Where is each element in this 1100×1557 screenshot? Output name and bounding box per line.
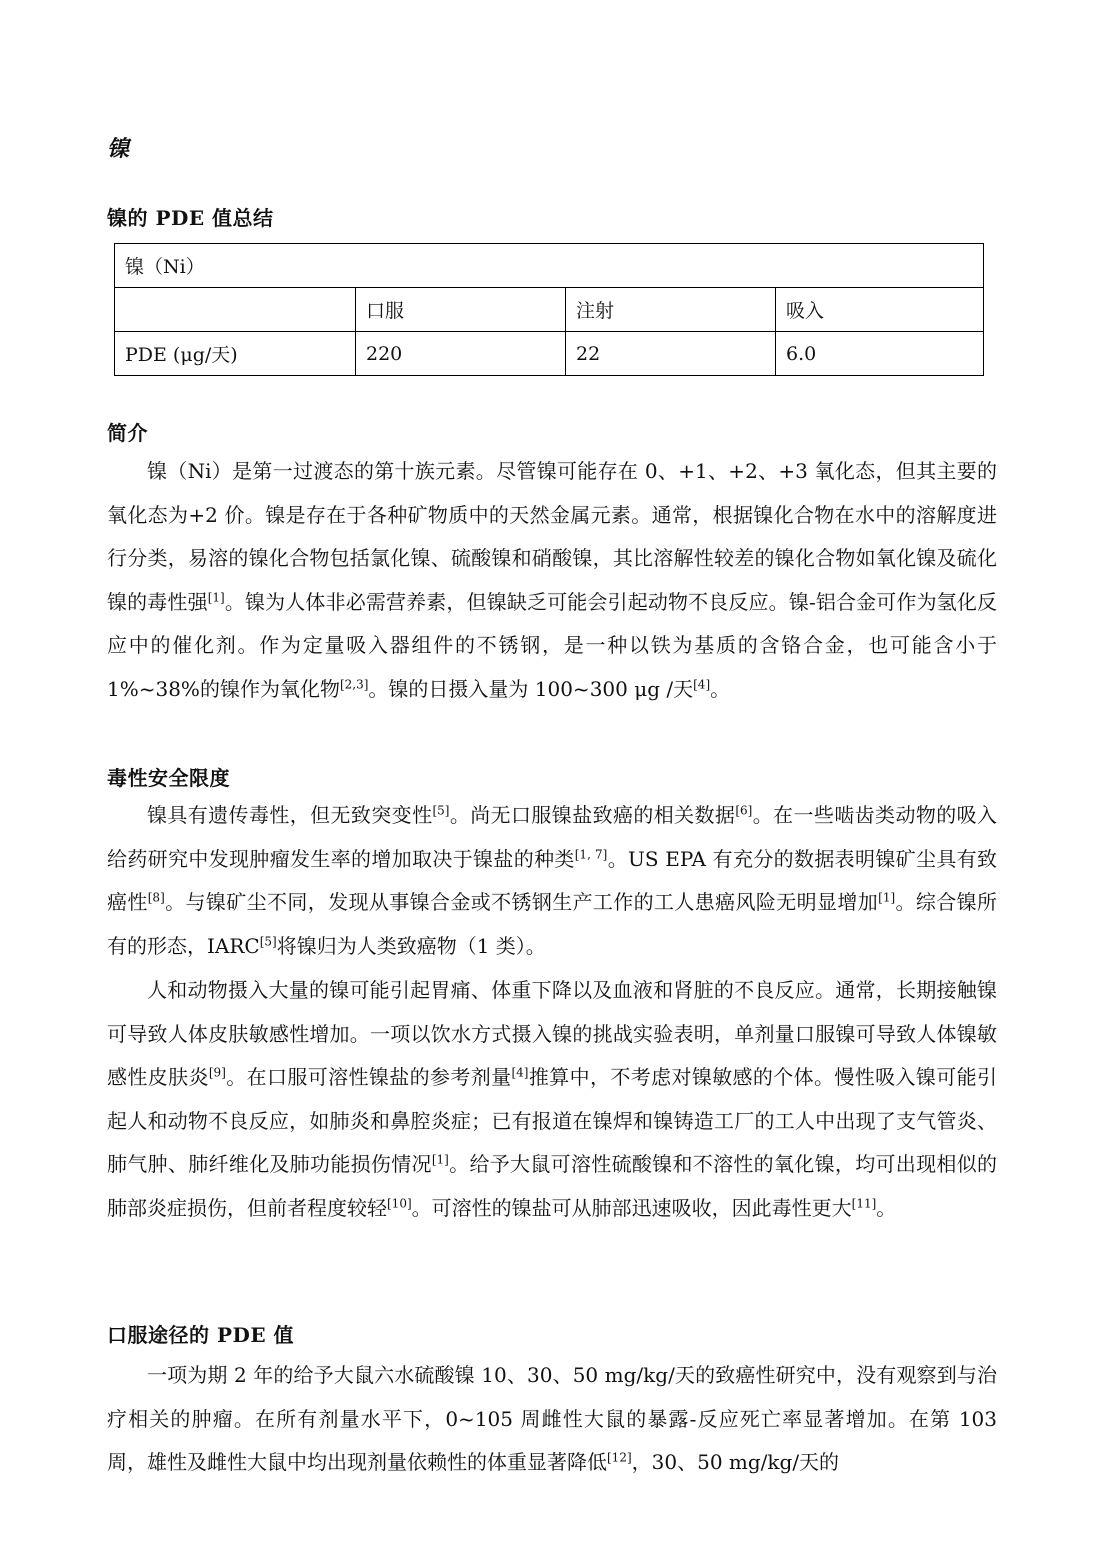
paragraph-text: 。可溶性的镍盐可从肺部迅速吸收，因此毒性更大 (411, 1195, 852, 1220)
citation: [5] (259, 934, 277, 949)
table-header-row (115, 288, 984, 332)
table-cell: 220 (356, 332, 566, 376)
oral-pde-heading: 口服途径的 PDE 值 (107, 1323, 295, 1347)
oral-pde-paragraph (107, 1354, 997, 1485)
toxicity-paragraph-1 (107, 794, 997, 968)
document-title: 镍 (107, 136, 130, 162)
citation: [8] (147, 890, 165, 905)
paragraph-text: ，30、50 mg/kg/天的 (631, 1450, 840, 1475)
intro-paragraph (107, 450, 997, 712)
paragraph-text: 人和动物摄入大量的镍可能引起胃痛、体重下降以及血液和肾脏的不良反应。通常，长期接触镍可导致人体皮肤敏感性增加。一项以饮水方式摄入镍的挑战实验表明，单剂量口服镍可导致人体镍敏感性皮肤炎 (107, 978, 997, 1090)
citation: [1] (431, 1152, 449, 1167)
citation: [5] (432, 803, 450, 818)
paragraph-text: 将镍归为人类致癌物（1 类）。 (276, 933, 546, 958)
table-header-cell: 吸入 (776, 288, 984, 332)
table-header-cell: 口服 (356, 288, 566, 332)
paragraph-text: 。 (710, 676, 731, 701)
paragraph-text: 。镍为人体非必需营养素，但镍缺乏可能会引起动物不良反应。镍-铝合金可作为氢化反应中的催化剂。作为定量吸入器组件的不锈钢，是一种以铁为基质的含铬合金，也可能含小于 1%~38%的镍作为氧化物 (107, 589, 998, 701)
citation: [6] (735, 803, 753, 818)
table-title-row (115, 244, 984, 288)
citation: [11] (851, 1196, 877, 1211)
pde-summary-table (114, 243, 984, 376)
paragraph-text: 镍具有遗传毒性，但无致突变性 (147, 803, 433, 827)
table-cell: PDE (μg/天) (115, 332, 356, 376)
summary-heading: 镍的 PDE 值总结 (107, 206, 274, 230)
paragraph-text: 。与镍矿尘不同，发现从事镍合金或不锈钢生产工作的工人患癌风险无明显增加 (164, 890, 879, 915)
citation: [1] (207, 590, 225, 605)
table-title-cell: 镍（Ni） (115, 244, 984, 288)
table-header-cell: 注射 (566, 288, 776, 332)
paragraph-text: 。综合镍所有的形态，IARC (107, 890, 998, 958)
table-header-cell (115, 288, 356, 332)
intro-heading: 简介 (107, 421, 148, 445)
paragraph-text: 推算中，不考虑对镍敏感的个体。慢性吸入镍可能引起人和动物不良反应，如肺炎和鼻腔炎症；已有报道在镍焊和镍铸造工厂的工人中出现了支气管炎、肺气肿、肺纤维化及肺功能损伤情况 (107, 1065, 998, 1177)
citation: [9] (208, 1065, 226, 1080)
toxicity-paragraph-2 (107, 969, 997, 1231)
citation: [12] (607, 1450, 632, 1465)
paragraph-text: 一项为期 2 年的给予大鼠六水硫酸镍 10、30、50 mg/kg/天的致癌性研究中，没有观察到与治疗相关的肿瘤。在所有剂量水平下，0~105 周雌性大鼠的暴露-反应死亡率显著增加。在第 103 周，雄性及雌性大鼠中均出现剂量依赖性的体重显著降低 (107, 1363, 997, 1475)
paragraph-text: 。 (876, 1195, 897, 1220)
paragraph-text: 。镍的日摄入量为 100~300 μg /天 (368, 676, 694, 701)
citation: [4] (511, 1065, 529, 1080)
citation: [2,3] (339, 677, 369, 692)
paragraph-text: 。在口服可溶性镍盐的参考剂量 (225, 1065, 512, 1090)
table-cell: 6.0 (776, 332, 984, 376)
citation: [4] (693, 677, 711, 692)
citation: [1, 7] (574, 846, 608, 861)
table-data-row (115, 332, 984, 376)
paragraph-text: 。尚无口服镍盐致癌的相关数据 (449, 803, 736, 827)
toxicity-heading: 毒性安全限度 (107, 766, 230, 790)
paragraph-text: 。在一些啮齿类动物的吸入给药研究中发现肿瘤发生率的增加取决于镍盐的种类 (107, 803, 998, 871)
citation: [10] (387, 1196, 412, 1211)
paragraph-text: 镍（Ni）是第一过渡态的第十族元素。尽管镍可能存在 0、+1、+2、+3 氧化态，但其主要的氧化态为+2 价。镍是存在于各种矿物质中的天然金属元素。通常，根据镍化合物在水中的溶解度进行分类，易溶的镍化合物包括氯化镍、硫酸镍和硝酸镍，其比溶解性较差的镍化合物如氧化镍及硫化镍的毒性强 (107, 459, 997, 614)
paragraph-text: 。给予大鼠可溶性硫酸镍和不溶性的氧化镍，均可出现相似的肺部炎症损伤，但前者程度较轻 (107, 1152, 998, 1220)
citation: [1] (878, 890, 896, 905)
table-cell: 22 (566, 332, 776, 376)
paragraph-text: 。US EPA 有充分的数据表明镍矿尘具有致癌性 (107, 846, 998, 915)
